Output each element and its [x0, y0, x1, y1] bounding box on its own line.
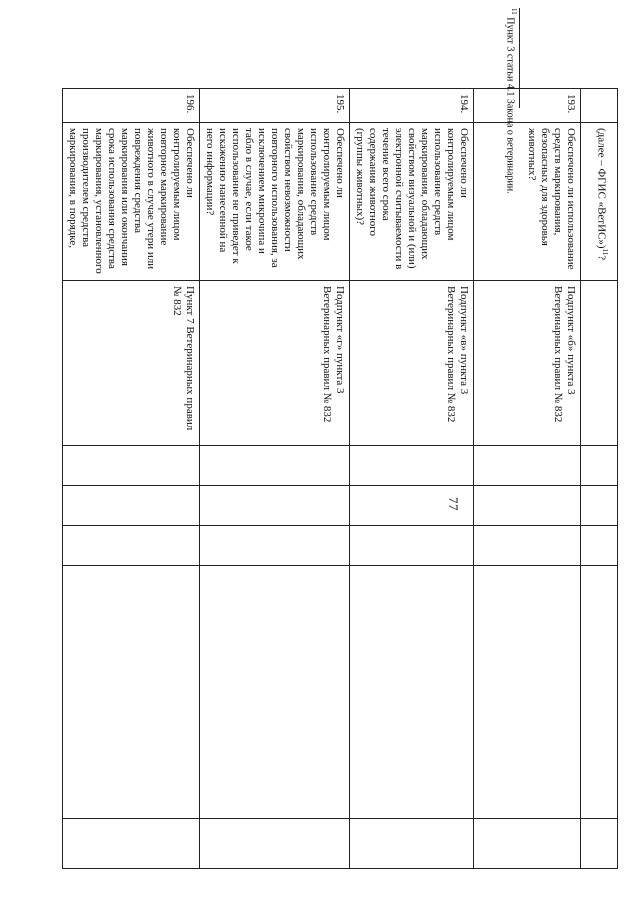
empty-cell — [350, 819, 474, 869]
header-question-mark: ? — [595, 255, 608, 261]
header-footnote-mark: 11 — [601, 248, 609, 256]
empty-cell — [63, 566, 200, 819]
empty-cell — [200, 526, 350, 566]
rotated-page — [67, 8, 620, 908]
empty-cell — [350, 526, 474, 566]
empty-cell — [474, 819, 581, 869]
empty-cell — [200, 446, 350, 486]
row-number: 194. — [350, 89, 474, 123]
question-cell: Обеспечено ли контролируемым лицом использование средств маркирования, обладающих свойством невозможности повторного использования, за исключением микрочипа и табло в случае, если такое использование не приведет к искажению нанесенной на него информации? — [200, 123, 350, 281]
question-cell: Обеспечено ли контролируемым лицом использование средств маркирования, обладающих свойством визуальной и (или) электронной считываемости в течение всего срока содержания животного (группы животных)? — [350, 123, 474, 281]
row-number: 193. — [474, 89, 581, 123]
empty-cell — [474, 486, 581, 526]
footnote — [505, 8, 518, 194]
empty-cell — [63, 526, 200, 566]
empty-cell — [200, 819, 350, 869]
table-row — [200, 89, 350, 869]
table-row — [581, 89, 618, 869]
empty-cell — [581, 566, 618, 819]
reference-cell: Подпункт «г» пункта 3 Ветеринарных правил № 832 — [200, 281, 350, 446]
page-number: 77 — [446, 497, 461, 511]
header-text: (далее – ФГИС «ВетИС») — [595, 128, 608, 249]
empty-cell — [200, 566, 350, 819]
footnote-mark: 11 — [510, 8, 518, 15]
empty-cell — [581, 819, 618, 869]
empty-cell — [350, 446, 474, 486]
reference-cell: Пункт 7 Ветеринарных правил № 832 — [63, 281, 200, 446]
empty-cell — [581, 526, 618, 566]
empty-cell — [581, 281, 618, 446]
table-row — [63, 89, 200, 869]
empty-cell — [350, 566, 474, 819]
table-row — [474, 89, 581, 869]
empty-cell — [474, 526, 581, 566]
empty-cell — [474, 566, 581, 819]
question-cell: Обеспечено ли контролируемым лицом повторное маркирование животного в случае утери или повреждения средства маркирования или окончания срока использования средства маркирования, установленного производителем средства маркирования, в порядке, — [63, 123, 200, 281]
row-number: 195. — [200, 89, 350, 123]
empty-cell — [63, 446, 200, 486]
empty-cell — [474, 446, 581, 486]
row-number: 196. — [63, 89, 200, 123]
footnote-text: Пункт 3 статьи 4.1 Закона о ветеринарии. — [504, 17, 516, 194]
header-cell — [581, 123, 618, 281]
empty-cell — [63, 819, 200, 869]
reference-cell: Подпункт «в» пункта 3 Ветеринарных правил № 832 — [350, 281, 474, 446]
checklist-table — [62, 88, 618, 869]
empty-cell — [200, 486, 350, 526]
question-cell: Обеспечено ли использование средств маркирования, безопасных для здоровья животных? — [474, 123, 581, 281]
footnote-divider — [519, 8, 520, 108]
empty-cell — [581, 446, 618, 486]
empty-cell — [63, 486, 200, 526]
empty-cell — [581, 486, 618, 526]
empty-cell — [581, 89, 618, 123]
reference-cell: Подпункт «б» пункта 3 Ветеринарных правил № 832 — [474, 281, 581, 446]
table-row — [350, 89, 474, 869]
